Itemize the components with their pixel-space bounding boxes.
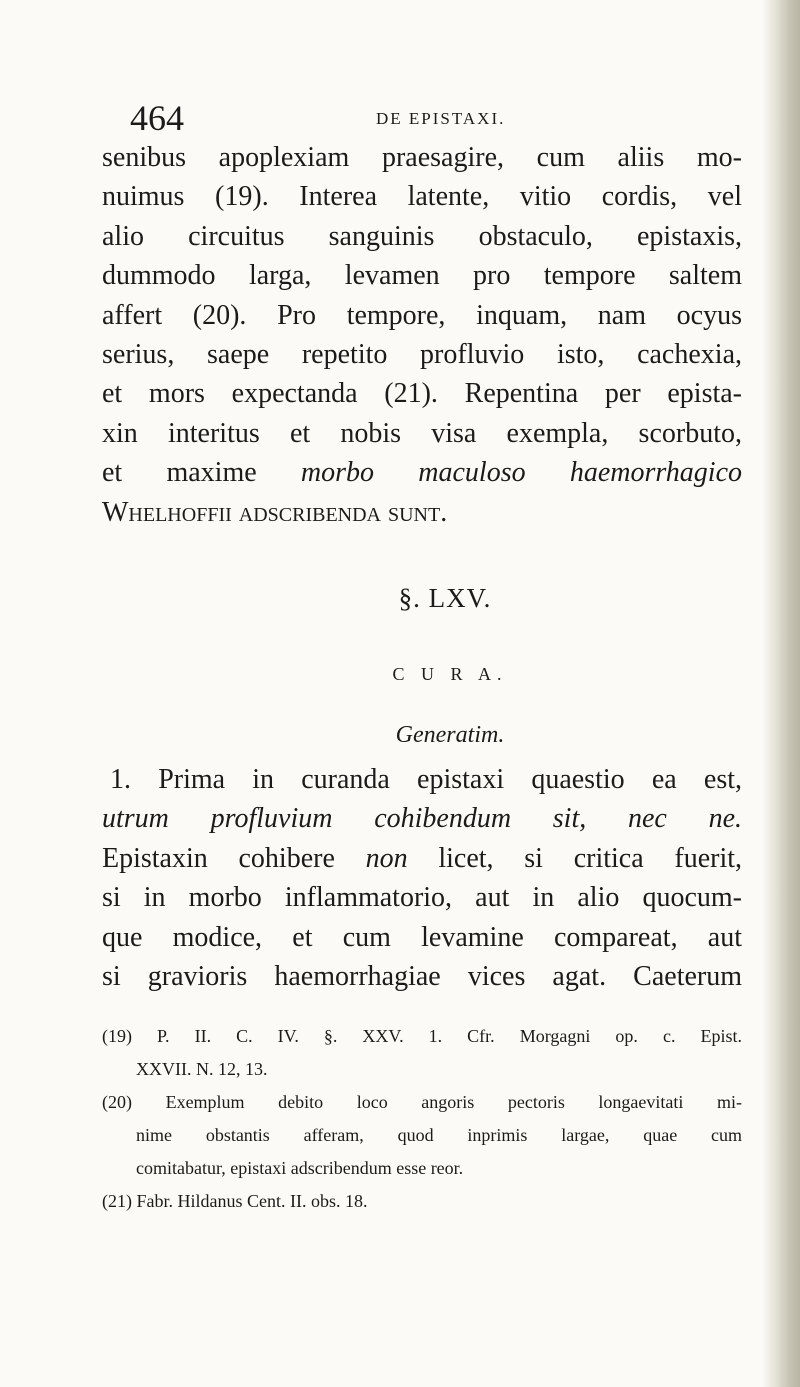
- footnote-line: XXVII. N. 12, 13.: [136, 1059, 268, 1079]
- footnote-line: (21) Fabr. Hildanus Cent. II. obs. 18.: [102, 1191, 368, 1211]
- body-line: nuimus (19). Interea latente, vitio cordis, vel: [102, 181, 742, 213]
- body-line-mixed: [102, 839, 742, 878]
- section-heading: Generatim.: [395, 722, 505, 748]
- body-line: alio circuitus sanguinis obstaculo, epistaxis,: [102, 220, 742, 252]
- body-line: si gravioris haemorrhagiae vices agat. Caeterum: [102, 960, 742, 992]
- italic-term: non: [365, 842, 408, 874]
- body-line: serius, saepe repetito profluvio isto, cachexia,: [102, 338, 742, 370]
- footnote-line: (19) P. II. C. IV. §. XXV. 1. Cfr. Morgagni op. c. Epist.: [102, 1026, 742, 1046]
- body-line-mixed: [102, 453, 742, 492]
- body-text-run: et maxime: [102, 457, 257, 489]
- body-line: xin interitus et nobis visa exempla, scorbuto,: [102, 417, 742, 449]
- body-line-italic: [102, 799, 742, 838]
- body-line: 1. Prima in curanda epistaxi quaestio ea est,: [110, 764, 742, 795]
- body-text-run: Epistaxin cohibere: [102, 842, 335, 874]
- section-body-text: [102, 760, 742, 996]
- body-line: si in morbo inflammatorio, aut in alio quocum-: [102, 882, 742, 914]
- footnote-line: (20) Exemplum debito loco angoris pectoris longaevitati mi-: [102, 1092, 742, 1112]
- italic-term: morbo maculoso haemorrhagico: [300, 457, 742, 489]
- footnotes: [102, 1020, 742, 1218]
- footnote-line: comitabatur, epistaxi adscribendum esse reor.: [136, 1158, 464, 1178]
- body-line: dummodo larga, levamen pro tempore saltem: [102, 260, 742, 292]
- footnote-line: nime obstantis afferam, quod inprimis largae, quae cum: [136, 1125, 742, 1145]
- section-title: §. LXV.: [398, 583, 492, 613]
- body-text: [102, 138, 742, 532]
- body-line: senibus apoplexiam praesagire, cum aliis mo-: [102, 142, 742, 173]
- italic-phrase: utrum profluvium cohibendum sit, nec ne.: [102, 803, 742, 835]
- page-binding-edge: [762, 0, 800, 1387]
- page-number: 464: [130, 98, 184, 138]
- body-line: affert (20). Pro tempore, inquam, nam ocyus: [102, 299, 742, 331]
- running-head: DE EPISTAXI.: [376, 109, 506, 128]
- body-line: que modice, et cum levamine compareat, aut: [102, 921, 742, 953]
- body-text-run: licet, si critica fuerit,: [438, 842, 743, 874]
- page-header: [130, 96, 730, 140]
- section-subtitle: C U R A.: [392, 664, 508, 684]
- body-line: Whelhoffii adscribenda sunt.: [102, 496, 448, 528]
- body-line: et mors expectanda (21). Repentina per epista-: [102, 378, 742, 410]
